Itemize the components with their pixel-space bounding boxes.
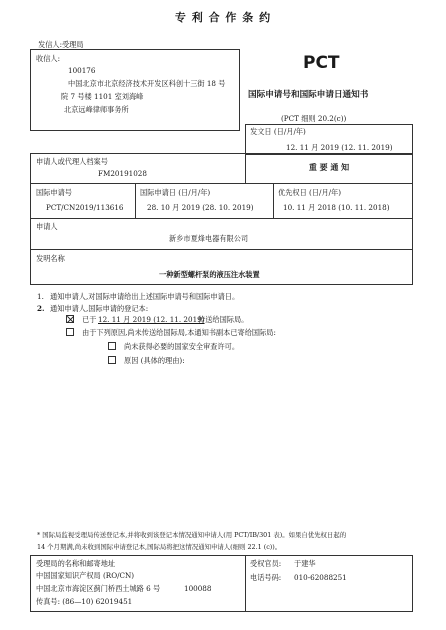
intl-date-label: 国际申请日 (日/月/年) bbox=[140, 188, 211, 197]
recipient-box bbox=[30, 49, 240, 131]
office-postcode: 100088 bbox=[184, 584, 212, 593]
option-security-checkbox[interactable] bbox=[108, 342, 116, 350]
recipient-postcode: 100176 bbox=[68, 66, 96, 75]
officer-label: 受权官员: bbox=[250, 559, 282, 568]
file-ref-value: FM20191028 bbox=[98, 169, 147, 178]
notice-label: 重 要 通 知 bbox=[308, 163, 350, 172]
intl-no-value: PCT/CN2019/113616 bbox=[46, 203, 124, 212]
option-not-transmitted-checkbox[interactable] bbox=[66, 328, 74, 336]
intl-no-label: 国际申请号 bbox=[36, 188, 72, 197]
page-title: 专 利 合 作 条 约 bbox=[174, 11, 272, 24]
table-vline-a bbox=[135, 183, 136, 218]
officer-phone-label: 电话号码: bbox=[250, 573, 282, 582]
option-transmitted-date: 12. 11 月 2019 (12. 11. 2019) bbox=[98, 315, 205, 324]
invention-label: 发明名称 bbox=[36, 254, 65, 263]
officer-phone: 010-62088251 bbox=[294, 573, 347, 582]
application-table bbox=[30, 153, 413, 285]
table-hline-1 bbox=[30, 183, 413, 184]
table-hline-2 bbox=[30, 218, 413, 219]
recipient-address-line2: 院 7 号楼 1101 室刘海峰 bbox=[61, 92, 144, 101]
priority-label: 优先权日 (日/月/年) bbox=[278, 188, 342, 197]
office-name: 中国国家知识产权局 (RO/CN) bbox=[36, 571, 135, 580]
sender-label: 发信人:受理局 bbox=[38, 40, 84, 49]
recipient-address-line1: 中国北京市北京经济技术开发区科创十三街 18 号 bbox=[68, 79, 226, 88]
officer-name: 于建华 bbox=[294, 559, 316, 568]
note-1-number: 1. bbox=[37, 292, 44, 301]
table-vline-b bbox=[273, 183, 274, 218]
office-address: 中国北京市海淀区蓟门桥西土城路 6 号 bbox=[36, 584, 161, 593]
dispatch-label: 发文日 (日/月/年) bbox=[250, 127, 306, 136]
priority-value: 10. 11 月 2018 (10. 11. 2018) bbox=[283, 203, 390, 212]
option-reason-checkbox[interactable] bbox=[108, 356, 116, 364]
note-2-number: 2. bbox=[37, 304, 45, 313]
form-title: 国际申请号和国际申请日通知书 bbox=[248, 90, 369, 100]
recipient-label: 收信人: bbox=[36, 54, 60, 63]
option-not-transmitted-text: 由于下列原因,尚未传送给国际局,本通知书副本已寄给国际局: bbox=[82, 328, 276, 337]
option-security-text: 尚未获得必要的国家安全审查许可。 bbox=[124, 342, 240, 351]
note-1-text: 通知申请人,对国际申请给出上述国际申请号和国际申请日。 bbox=[50, 292, 240, 301]
office-box-divider bbox=[245, 555, 246, 612]
applicant-name: 新乡市夏烽电器有限公司 bbox=[169, 234, 249, 243]
table-vline-ref bbox=[245, 153, 246, 183]
footnote-line-1: * 国际局监视受理局传送登记本,并将收到该登记本情况通知申请人(用 PCT/IB/301 表)。如果自优先权日起的 bbox=[37, 531, 347, 539]
applicant-label: 申请人 bbox=[36, 222, 58, 231]
office-fax: 传真号: (86—10) 62019451 bbox=[36, 597, 133, 606]
recipient-firm: 北京远峰律师事务所 bbox=[64, 105, 129, 114]
intl-date-value: 28. 10 月 2019 (28. 10. 2019) bbox=[147, 203, 254, 212]
footnote-line-2: 14 个月期满,尚未收到国际申请登记本,国际局将把这情况通知申请人(细则 22.1 (c))。 bbox=[37, 543, 282, 551]
table-hline-3 bbox=[30, 249, 413, 250]
option-transmitted-suffix: 传送给国际局。 bbox=[198, 315, 249, 324]
pct-heading: PCT bbox=[303, 53, 340, 73]
option-reason-text: 原因 (具体的理由): bbox=[124, 356, 185, 365]
dispatch-value: 12. 11 月 2019 (12. 11. 2019) bbox=[286, 143, 393, 152]
file-ref-label: 申请人或代理人档案号 bbox=[36, 157, 108, 166]
form-rule: (PCT 细则 20.2(c)) bbox=[281, 114, 347, 123]
option-transmitted-checkbox[interactable] bbox=[66, 315, 74, 323]
note-2-text: 通知申请人,国际申请的登记本: bbox=[50, 304, 149, 313]
invention-name: 一种新型螺杆泵的液压注水装置 bbox=[159, 270, 260, 279]
office-label: 受理局的名称和邮寄地址 bbox=[36, 559, 116, 568]
option-transmitted-prefix: 已于 bbox=[82, 315, 97, 324]
